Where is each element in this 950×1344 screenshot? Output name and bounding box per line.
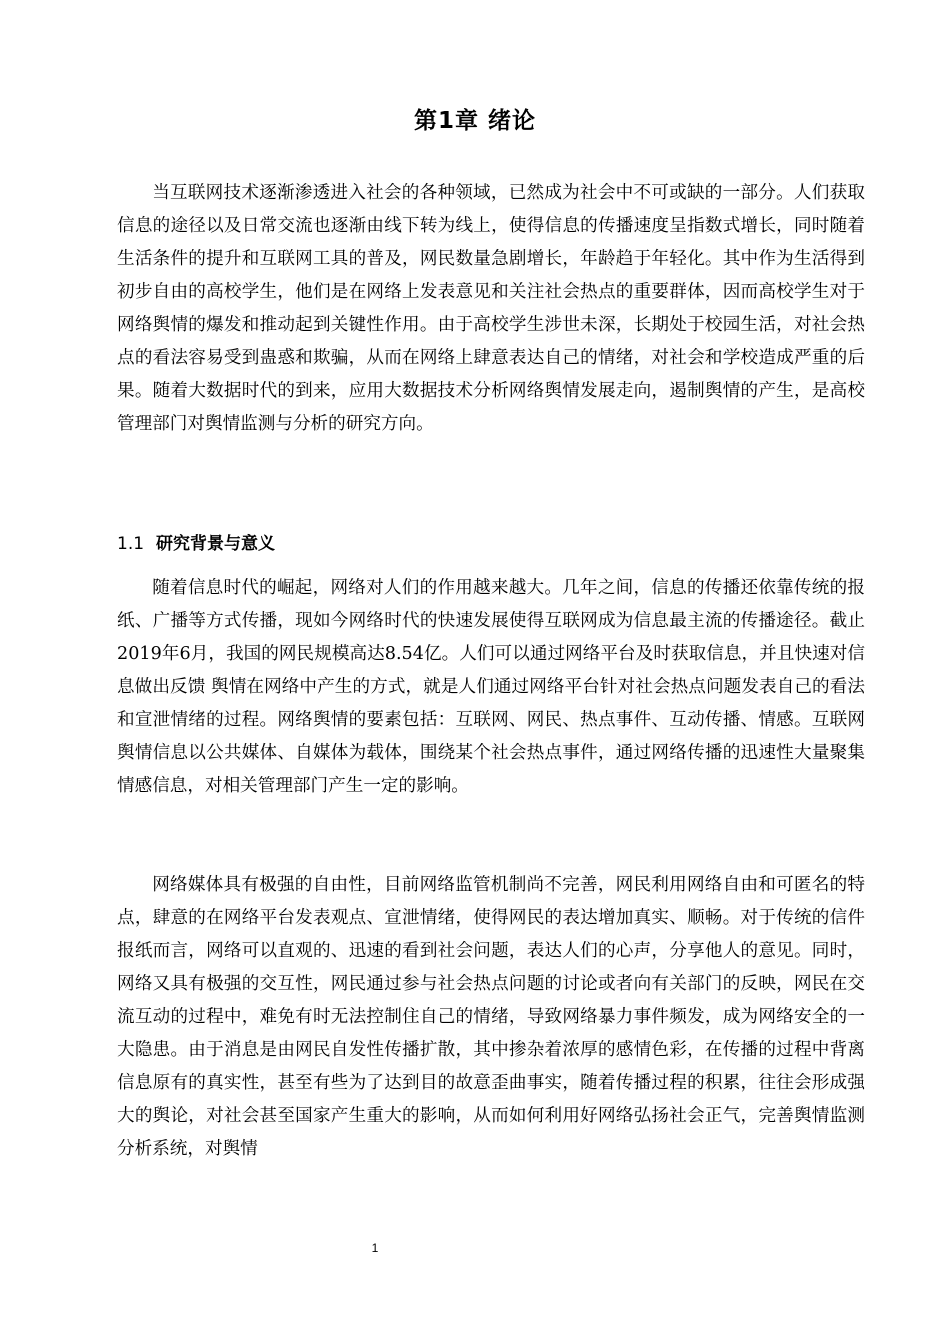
intro-paragraph: 当互联网技术逐渐渗透进入社会的各种领域，已然成为社会中不可或缺的一部分。人们获取信息的途径以及日常交流也逐渐由线下转为线上，使得信息的传播速度呈指数式增长，同时随着生活条件的提升和互联网工具的普及，网民数量急剧增长，年龄趋于年轻化。其中作为生活得到初步自由的高校学生，他们是在网络上发表意见和关注社会热点的重要群体，因而高校学生对于网络舆情的爆发和推动起到关键性作用。由于高校学生涉世未深，长期处于校园生活，对社会热点的看法容易受到蛊惑和欺骗，从而在网络上肆意表达自己的情绪，对社会和学校造成严重的后果。随着大数据时代的到来，应用大数据技术分析网络舆情发展走向，遏制舆情的产生，是高校管理部门对舆情监测与分析的研究方向。	[117, 183, 865, 434]
section-title: 研究背景与意义	[155, 534, 275, 554]
chapter-title: 第1章 绪论	[413, 108, 536, 134]
body-paragraph-1: 随着信息时代的崛起，网络对人们的作用越来越大。几年之间，信息的传播还依靠传统的报纸、广播等方式传播，现如今网络时代的快速发展使得互联网成为信息最主流的传播途径。截止2019年6月，我国的网民规模高达8.54亿。人们可以通过网络平台及时获取信息，并且快速对信息做出反馈 舆情在网络中产生的方式，就是人们通过网络平台针对社会热点问题发表自己的看法和宣泄情绪的过程。网络舆情的要素包括：互联网、网民、热点事件、互动传播、情感。互联网舆情信息以公共媒体、自媒体为载体，围绕某个社会热点事件，通过网络传播的迅速性大量聚集情感信息，对相关管理部门产生一定的影响。	[117, 578, 865, 796]
page-number: 1	[371, 1241, 379, 1255]
section-number: 1.1	[117, 534, 145, 554]
body-paragraph-2: 网络媒体具有极强的自由性，目前网络监管机制尚不完善，网民利用网络自由和可匿名的特点，肆意的在网络平台发表观点、宣泄情绪，使得网民的表达增加真实、顺畅。对于传统的信件报纸而言，网络可以直观的、迅速的看到社会问题，表达人们的心声，分享他人的意见。同时，网络又具有极强的交互性，网民通过参与社会热点问题的讨论或者向有关部门的反映，网民在交流互动的过程中，难免有时无法控制住自己的情绪，导致网络暴力事件频发，成为网络安全的一大隐患。由于消息是由网民自发性传播扩散，其中掺杂着浓厚的感情色彩，在传播的过程中背离信息原有的真实性，甚至有些为了达到目的故意歪曲事实，随着传播过程的积累，往往会形成强大的舆论，对社会甚至国家产生重大的影响，从而如何利用好网络弘扬社会正气，完善舆情监测分析系统，对舆情	[117, 875, 865, 1159]
section-heading	[117, 530, 275, 558]
